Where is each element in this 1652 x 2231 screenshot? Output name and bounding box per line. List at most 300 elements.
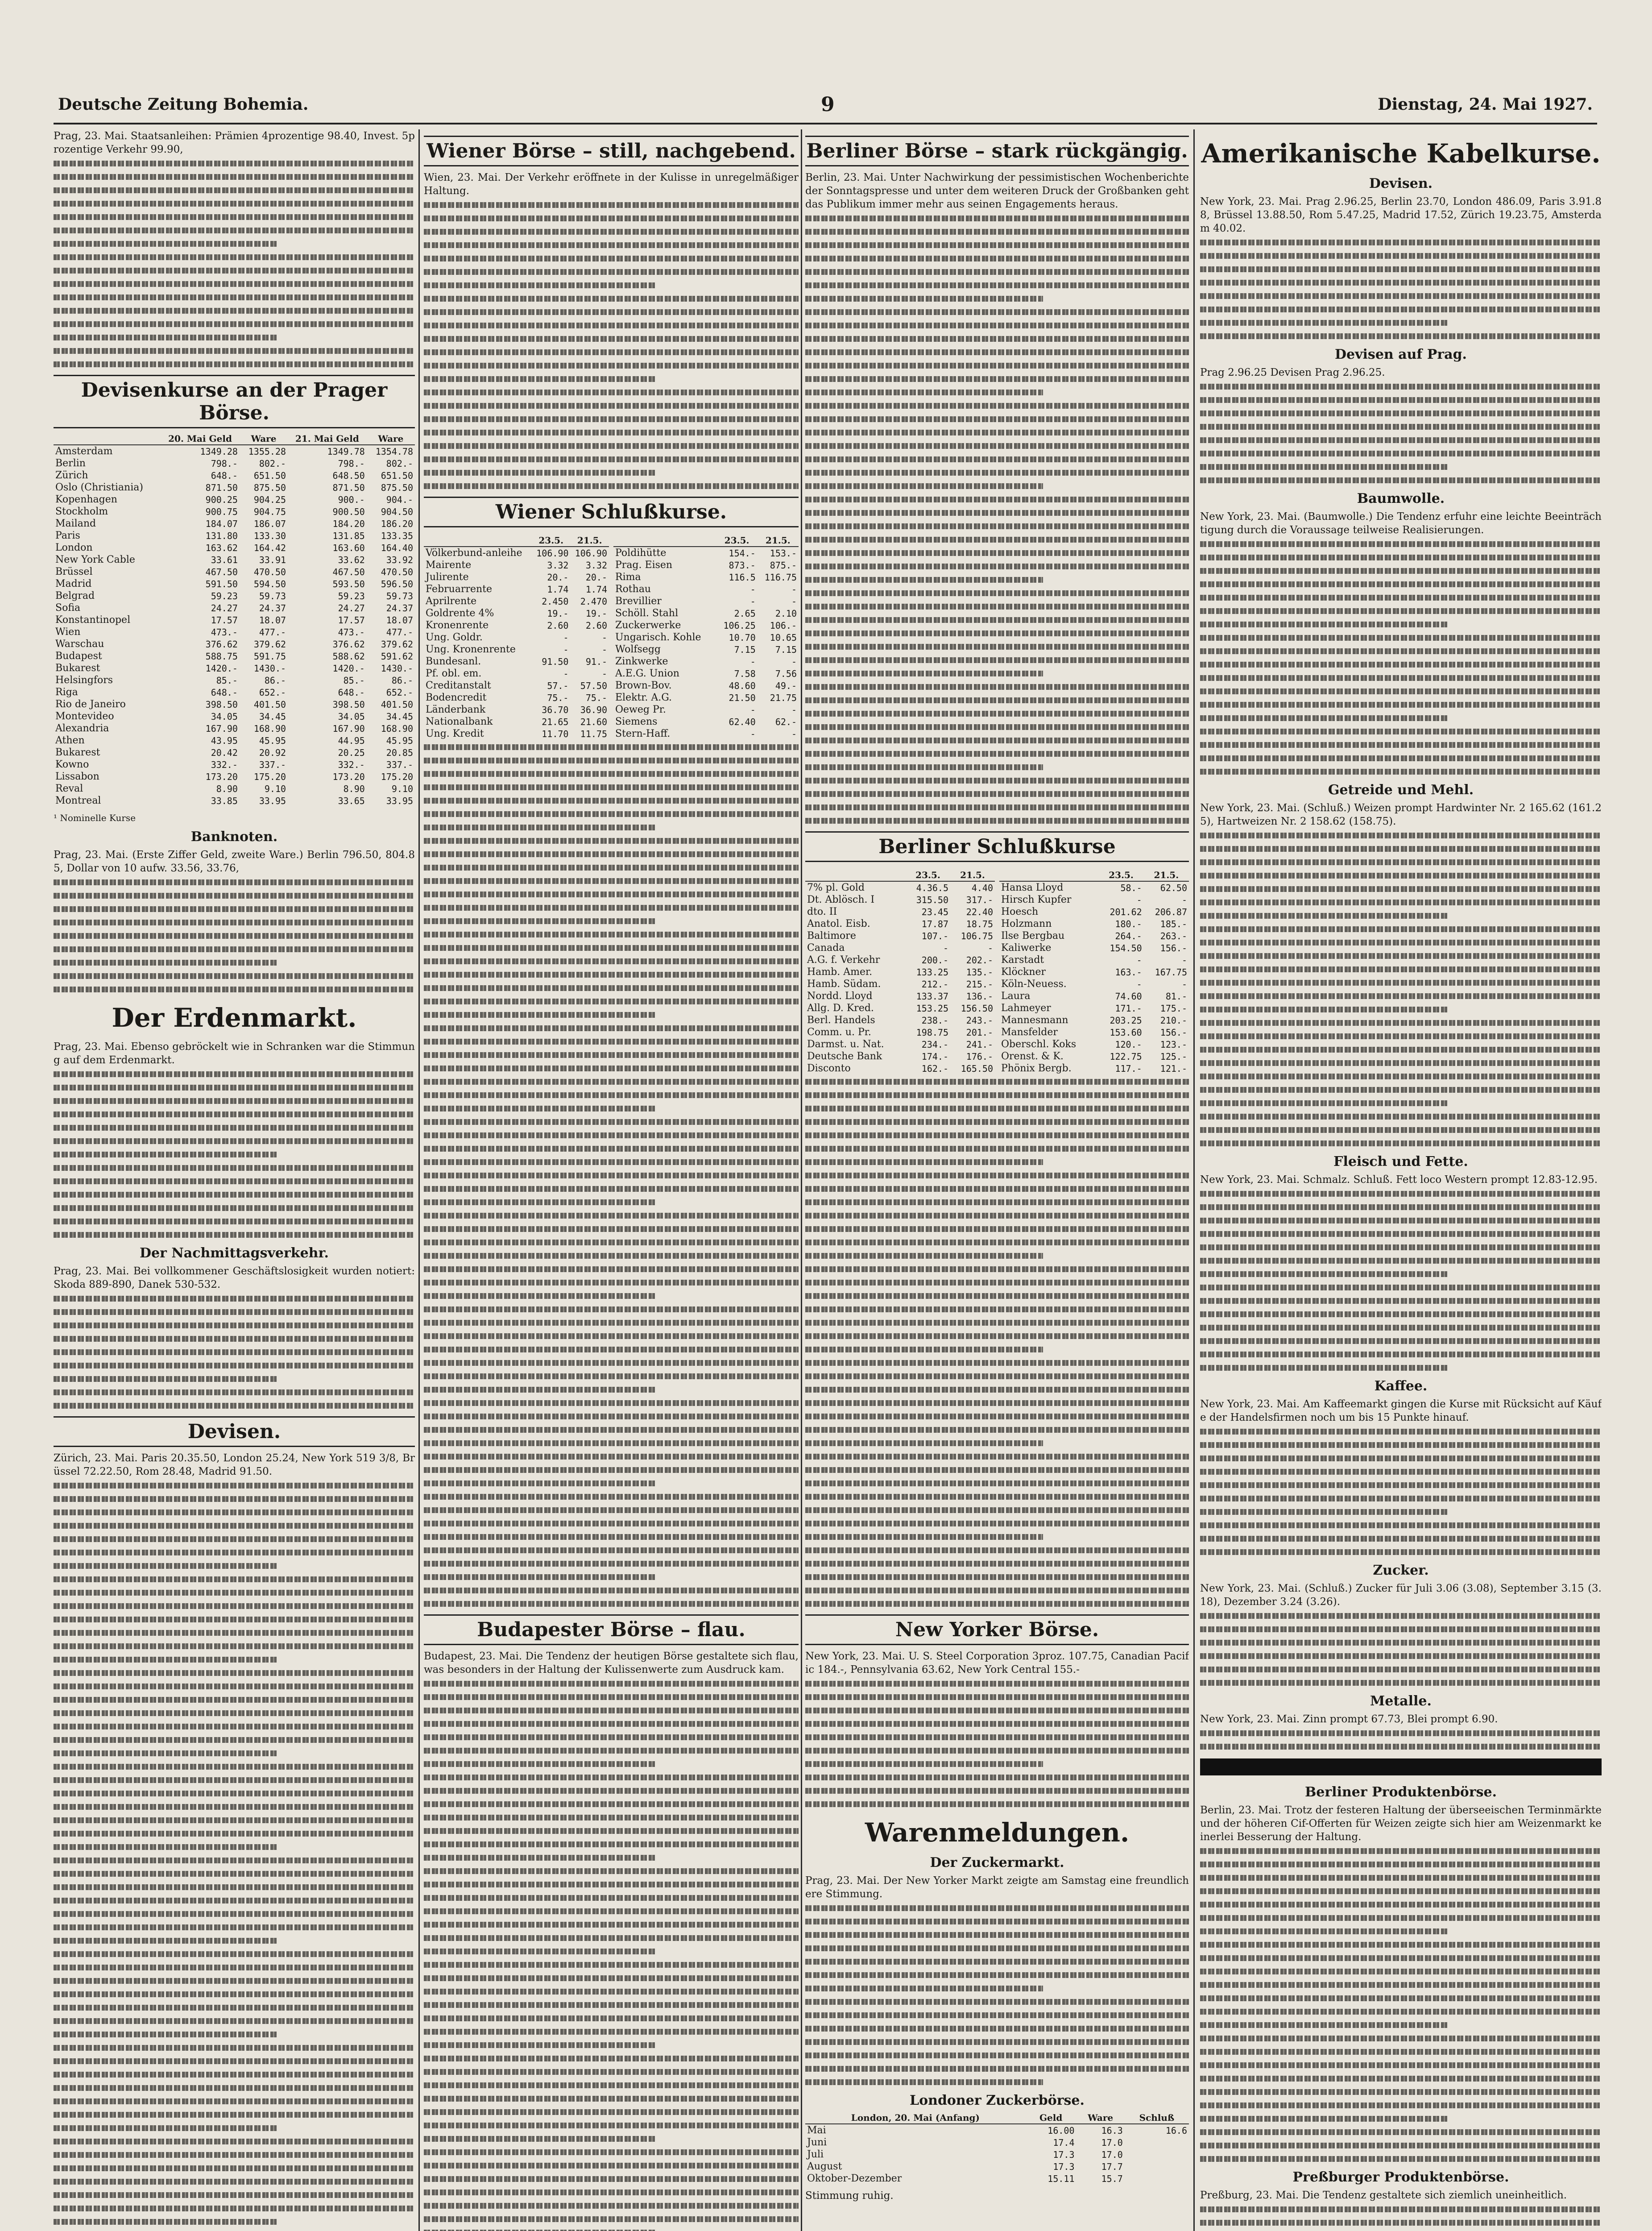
quote-value: - xyxy=(601,632,607,643)
text-line xyxy=(54,1152,277,1157)
row-label: Paris xyxy=(55,530,80,541)
text-line xyxy=(54,2098,415,2104)
quote-value: 2.60 xyxy=(585,620,607,631)
text-line xyxy=(805,550,1189,556)
text-line xyxy=(424,1962,799,1968)
row-label: Bukarest xyxy=(55,663,100,674)
row-label: A.E.G. Union xyxy=(615,668,679,679)
quote-value: 212.- xyxy=(921,979,948,990)
section-heading: Devisen. xyxy=(54,1416,415,1447)
text-line xyxy=(424,2136,656,2142)
text-line xyxy=(1200,1862,1602,1867)
text-line xyxy=(424,1414,799,1419)
table-header-row xyxy=(999,869,1189,881)
text-line xyxy=(805,1561,1189,1567)
quote-value: 162.- xyxy=(921,1063,948,1074)
text-line xyxy=(54,2045,415,2051)
text-line xyxy=(424,1199,656,1205)
text-line xyxy=(424,1855,656,1861)
row-label: Ung. Kredit xyxy=(426,728,484,739)
quote-value: - xyxy=(1136,954,1142,966)
row-label: Riga xyxy=(55,687,78,698)
row-label: Hirsch Kupfer xyxy=(1001,894,1072,905)
table-row xyxy=(54,734,415,746)
column-header: 21. Mai Geld xyxy=(288,433,367,445)
text-line xyxy=(1200,1298,1602,1304)
text-line xyxy=(805,1373,1189,1379)
quote-value: 20.- xyxy=(585,572,607,583)
row-label: Athen xyxy=(55,735,85,746)
quote-value: 163.62 xyxy=(205,542,238,553)
table-row xyxy=(424,655,609,668)
quote-value: 24.27 xyxy=(211,602,238,614)
row-label: Ilse Bergbau xyxy=(1001,930,1065,941)
quote-value: 17.57 xyxy=(211,614,238,626)
column-header: 21.5. xyxy=(758,535,799,547)
quote-value: 85.- xyxy=(216,675,238,686)
quote-value: 904.50 xyxy=(381,506,413,517)
table-row xyxy=(424,559,609,571)
berlin-text: Berlin, 23. Mai. Unter Nachwirkung der pessimistischen Wochenberichte der Sonntagspresse und unter dem weiteren Druck der Großbanken geht das Publikum immer mehr aus seinen Engagements heraus. xyxy=(805,172,1189,210)
quote-value: 317.- xyxy=(966,894,993,905)
stock-table-left xyxy=(424,535,609,740)
row-label: New York Cable xyxy=(55,554,135,565)
text-line xyxy=(805,1588,1189,1593)
row-label: Amsterdam xyxy=(55,446,113,457)
text-line xyxy=(1200,1204,1602,1210)
row-label: Laura xyxy=(1001,991,1031,1002)
quote-value: - xyxy=(1181,894,1187,905)
column-header: Ware xyxy=(240,433,288,445)
quote-value: 9.10 xyxy=(391,783,413,794)
quote-value: 117.- xyxy=(1115,1063,1142,1074)
column-header: Ware xyxy=(367,433,415,445)
text-line xyxy=(424,2002,799,2008)
quote-value: 91.- xyxy=(585,656,607,667)
quote-value: 44.95 xyxy=(338,735,365,746)
text-line xyxy=(54,1563,277,1569)
text-line xyxy=(1200,1060,1602,1066)
row-label: Berl. Handels xyxy=(807,1015,875,1026)
quote-value: 200.- xyxy=(921,954,948,966)
table-row xyxy=(54,674,415,686)
text-line xyxy=(1200,253,1602,259)
text-line xyxy=(54,1603,415,1609)
text-line xyxy=(54,1630,415,1636)
quote-value: 904.- xyxy=(386,494,413,505)
table-row xyxy=(805,1026,995,1038)
section-heading: Preßburger Produktenbörse. xyxy=(1292,2169,1509,2185)
quote-value: 315.50 xyxy=(916,894,948,905)
quote-value: 59.73 xyxy=(259,590,286,601)
stock-quote-grid xyxy=(424,532,799,744)
section-heading: Der Zuckermarkt. xyxy=(930,1855,1064,1870)
text-line xyxy=(424,296,799,302)
text-line xyxy=(424,2015,799,2021)
text-line xyxy=(54,241,277,247)
text-line xyxy=(54,1296,415,1302)
text-line xyxy=(424,1494,799,1500)
quote-value: 215.- xyxy=(966,979,993,990)
table-row xyxy=(54,638,415,650)
devisen-text: Zürich, 23. Mai. Paris 20.35.50, London 25.24, New York 519 3/8, Brüssel 72.22.50, Rom 28.48, Madrid 91.50. xyxy=(54,1452,415,1477)
text-line xyxy=(424,1066,799,1071)
quote-value: 20.92 xyxy=(259,747,286,758)
article-text-block xyxy=(1200,1848,1602,2162)
quote-value: 136.- xyxy=(966,991,993,1002)
text-line xyxy=(805,778,1189,784)
quote-value: - xyxy=(750,704,756,715)
quote-value: 121.- xyxy=(1160,1063,1187,1074)
section-heading: Devisen auf Prag. xyxy=(1335,347,1467,362)
section-heading: Berliner Börse – stark rückgängig. xyxy=(805,136,1189,166)
quote-value: 875.50 xyxy=(253,482,286,493)
text-line xyxy=(805,1919,1189,1924)
quote-value: 477.- xyxy=(386,626,413,638)
text-line xyxy=(1200,859,1602,865)
text-line xyxy=(1200,1114,1602,1120)
row-label: Februarrente xyxy=(426,584,493,595)
text-line xyxy=(805,1986,1043,1991)
quote-value: 116.5 xyxy=(729,572,756,583)
text-line xyxy=(54,321,415,327)
row-label: Dt. Ablösch. I xyxy=(807,894,875,905)
quote-value: 184.20 xyxy=(332,518,365,529)
text-line xyxy=(54,906,415,912)
quote-value: 34.45 xyxy=(259,711,286,722)
text-line xyxy=(1200,595,1602,601)
column-header xyxy=(805,869,906,881)
quote-list-block xyxy=(805,1079,1189,1607)
table-row xyxy=(54,445,415,457)
table-row xyxy=(613,559,799,571)
column-header: 23.5. xyxy=(906,869,950,881)
text-line xyxy=(805,1521,1189,1526)
text-line xyxy=(54,2112,415,2118)
quote-value: 871.50 xyxy=(205,482,238,493)
text-line xyxy=(424,2056,799,2061)
quote-list-block xyxy=(424,744,799,1607)
column-rule xyxy=(418,129,420,2231)
quote-value: - xyxy=(750,584,756,595)
table-row xyxy=(999,1038,1189,1050)
text-line xyxy=(424,958,799,964)
text-line xyxy=(54,1576,415,1582)
table-row xyxy=(613,619,799,631)
text-line xyxy=(424,1333,799,1339)
text-line xyxy=(424,282,656,288)
text-line xyxy=(805,1788,1189,1794)
quote-value: 21.50 xyxy=(729,692,756,703)
text-line xyxy=(1200,541,1602,547)
text-line xyxy=(1200,2049,1602,2055)
nachmittag-text: Prag, 23. Mai. Bei vollkommener Geschäftslosigkeit wurden notiert: Skoda 889-890, Danek 530-532. xyxy=(54,1265,415,1290)
text-line xyxy=(54,2192,415,2198)
quote-value: 2.450 xyxy=(542,596,569,607)
row-label: Mannesmann xyxy=(1001,1015,1068,1026)
quote-value: 263.- xyxy=(1160,930,1187,941)
text-line xyxy=(1200,622,1449,627)
text-line xyxy=(1200,1875,1602,1881)
table-row xyxy=(54,554,415,566)
quote-value: 22.40 xyxy=(966,906,993,917)
text-line xyxy=(1200,1033,1602,1039)
row-label: Bukarest xyxy=(55,747,100,758)
text-line xyxy=(1200,2116,1449,2122)
quote-value: 33.95 xyxy=(259,795,286,806)
quote-value: 4.36.5 xyxy=(916,882,948,893)
text-line xyxy=(805,229,1189,235)
text-line xyxy=(424,851,799,857)
quote-value: 337.- xyxy=(386,759,413,770)
text-line xyxy=(805,403,1189,409)
quote-value: 33.92 xyxy=(386,554,413,565)
text-line xyxy=(1200,2206,1602,2212)
text-line xyxy=(805,443,1189,449)
quote-value: 81.- xyxy=(1165,991,1187,1002)
column-header: Schluß xyxy=(1125,2112,1189,2124)
table-row xyxy=(424,547,609,559)
row-label: Schöll. Stahl xyxy=(615,608,679,619)
quote-value: 648.- xyxy=(211,687,238,698)
text-line xyxy=(54,987,415,992)
column-header: 21.5. xyxy=(950,869,995,881)
text-line xyxy=(805,1507,1189,1513)
text-line xyxy=(805,1186,1189,1192)
text-line xyxy=(424,1734,799,1740)
text-line xyxy=(805,470,1189,476)
quote-value: 163.- xyxy=(1115,966,1142,978)
section-heading: Wiener Börse – still, nachgebend. xyxy=(424,136,799,166)
quote-value: 477.- xyxy=(259,626,286,638)
text-line xyxy=(805,1708,1189,1713)
quote-value: 34.05 xyxy=(211,711,238,722)
row-label: Brown-Bov. xyxy=(615,680,672,691)
text-line xyxy=(424,1012,656,1018)
quote-value: 1420.- xyxy=(205,663,238,674)
text-line xyxy=(54,973,415,979)
text-line xyxy=(54,1710,415,1716)
quote-value: - xyxy=(563,668,569,679)
page-number: 9 xyxy=(821,93,835,116)
table-row xyxy=(424,704,609,716)
quote-value: 17.0 xyxy=(1101,2149,1123,2160)
text-line xyxy=(805,577,1043,583)
quote-value: - xyxy=(1136,894,1142,905)
stock-table-left xyxy=(805,869,995,1074)
table-row xyxy=(424,583,609,595)
section-heading: New Yorker Börse. xyxy=(805,1614,1189,1645)
table-row xyxy=(805,1038,995,1050)
column-rule xyxy=(1193,129,1195,2231)
table-row xyxy=(999,1050,1189,1062)
text-line xyxy=(54,1844,277,1850)
table-row xyxy=(54,686,415,698)
quote-value: 43.95 xyxy=(211,735,238,746)
section-heading: Wiener Schlußkurse. xyxy=(424,497,799,527)
quote-value: - xyxy=(1181,954,1187,966)
quote-value: 871.50 xyxy=(332,482,365,493)
quote-value: 168.90 xyxy=(253,723,286,734)
table-header-row xyxy=(805,869,995,881)
devisen-table xyxy=(54,433,415,807)
metalle-text: New York, 23. Mai. Zinn prompt 67.73, Blei prompt 6.90. xyxy=(1200,1713,1498,1725)
table-row xyxy=(613,728,799,740)
quote-value: 48.60 xyxy=(729,680,756,691)
quote-value: 186.07 xyxy=(253,518,286,529)
quote-value: 1.74 xyxy=(585,584,607,595)
quote-value: 175.- xyxy=(1160,1003,1187,1014)
text-line xyxy=(1200,477,1602,483)
text-line xyxy=(1200,1442,1602,1448)
quote-value: 1349.28 xyxy=(200,446,238,457)
text-line xyxy=(424,784,799,790)
text-line xyxy=(424,216,799,221)
text-line xyxy=(1200,2062,1602,2068)
quote-value: 17.57 xyxy=(338,614,365,626)
text-line xyxy=(805,1400,1189,1406)
table-row xyxy=(613,716,799,728)
text-line xyxy=(424,269,799,275)
text-line xyxy=(54,1085,415,1091)
row-label: August xyxy=(807,2161,842,2172)
table-row xyxy=(54,771,415,783)
text-line xyxy=(424,1226,799,1232)
quote-value: 652.- xyxy=(386,687,413,698)
table-row xyxy=(424,631,609,643)
text-line xyxy=(424,1480,656,1486)
quote-value: 4.40 xyxy=(971,882,993,893)
row-label: Belgrad xyxy=(55,590,95,601)
quote-value: - xyxy=(791,704,797,715)
table-row xyxy=(54,542,415,554)
text-line xyxy=(1200,648,1602,654)
row-label: Sofia xyxy=(55,602,81,614)
text-line xyxy=(54,1098,415,1104)
table-row xyxy=(54,746,415,759)
text-line xyxy=(424,2082,799,2088)
text-line xyxy=(1200,635,1602,641)
article-text-block xyxy=(424,1681,799,2231)
table-row xyxy=(805,2124,1189,2136)
text-line xyxy=(424,1387,656,1393)
table-row xyxy=(424,668,609,680)
text-line xyxy=(424,2069,799,2075)
text-line xyxy=(1200,1482,1602,1488)
text-line xyxy=(805,1320,1189,1326)
column-header: Geld xyxy=(1026,2112,1076,2124)
text-line xyxy=(805,242,1189,248)
text-line xyxy=(805,1199,1189,1205)
quote-value: 34.45 xyxy=(386,711,413,722)
quote-value: 153.60 xyxy=(1110,1027,1142,1038)
quote-value: 57.50 xyxy=(580,680,607,691)
text-line xyxy=(54,335,277,340)
quote-value: 10.70 xyxy=(729,632,756,643)
quote-value: 156.- xyxy=(1160,1027,1187,1038)
text-line xyxy=(424,1547,799,1553)
quote-value: 206.87 xyxy=(1155,906,1187,917)
quote-value: - xyxy=(791,584,797,595)
text-line xyxy=(54,1336,415,1342)
text-line xyxy=(1200,293,1602,299)
stock-table-right xyxy=(999,869,1189,1074)
text-line xyxy=(1200,1020,1602,1026)
text-line xyxy=(805,523,1189,529)
quote-value: 904.25 xyxy=(253,494,286,505)
quote-value: 106.- xyxy=(770,620,797,631)
table-row xyxy=(805,881,995,894)
table-row xyxy=(613,680,799,692)
text-line xyxy=(1200,280,1602,286)
table-row xyxy=(424,728,609,740)
table-row xyxy=(999,966,1189,978)
text-line xyxy=(805,1534,1043,1540)
text-line xyxy=(805,1748,1189,1754)
text-line xyxy=(1200,581,1602,587)
text-line xyxy=(805,256,1189,261)
quote-value: 648.- xyxy=(338,687,365,698)
row-label: Budapest xyxy=(55,651,102,662)
text-line xyxy=(54,1938,277,1944)
text-line xyxy=(424,771,799,777)
text-line xyxy=(805,1132,1189,1138)
text-line xyxy=(805,590,1189,596)
text-line xyxy=(1200,1271,1449,1277)
article-text-block xyxy=(805,216,1189,824)
text-line xyxy=(54,933,415,939)
quote-value: 24.37 xyxy=(386,602,413,614)
quote-value: 18.07 xyxy=(386,614,413,626)
text-line xyxy=(1200,2143,1602,2148)
quote-value: 7.58 xyxy=(734,668,756,679)
row-label: Stockholm xyxy=(55,506,108,517)
table-row xyxy=(999,881,1189,894)
text-line xyxy=(424,1815,799,1820)
article-text-block xyxy=(1200,1613,1602,1686)
quote-value: 11.75 xyxy=(580,728,607,739)
text-line xyxy=(805,630,1189,636)
table-row xyxy=(54,457,415,469)
quote-value: 332.- xyxy=(211,759,238,770)
quote-value: 59.23 xyxy=(211,590,238,601)
text-line xyxy=(805,2039,1189,2045)
text-line xyxy=(424,1721,799,1727)
row-label: Nationalbank xyxy=(426,716,493,727)
column-header xyxy=(999,869,1098,881)
text-line xyxy=(54,2018,415,2024)
text-line xyxy=(54,1804,415,1810)
text-line xyxy=(424,744,799,750)
row-label: Oslo (Christiania) xyxy=(55,482,143,493)
table-header-row xyxy=(613,535,799,547)
text-line xyxy=(1200,1469,1602,1475)
text-line xyxy=(805,1801,1189,1807)
text-line xyxy=(54,1590,415,1596)
text-line xyxy=(424,1922,799,1928)
text-line xyxy=(805,818,1189,824)
text-line xyxy=(424,1788,799,1794)
text-line xyxy=(424,2190,799,2195)
quote-value: 106.25 xyxy=(723,620,756,631)
text-line xyxy=(1200,2022,1449,2028)
table-row xyxy=(613,692,799,704)
baumwolle-text: New York, 23. Mai. (Baumwolle.) Die Tendenz erfuhr eine leichte Beeinträchtigung durch die Voraussage teilweise Realisierungen. xyxy=(1200,511,1602,536)
section-heading: Warenmeldungen. xyxy=(865,1817,1130,1848)
quote-value: 467.50 xyxy=(205,566,238,577)
quote-value: 17.4 xyxy=(1053,2137,1075,2148)
row-label: Zinkwerke xyxy=(615,656,668,667)
